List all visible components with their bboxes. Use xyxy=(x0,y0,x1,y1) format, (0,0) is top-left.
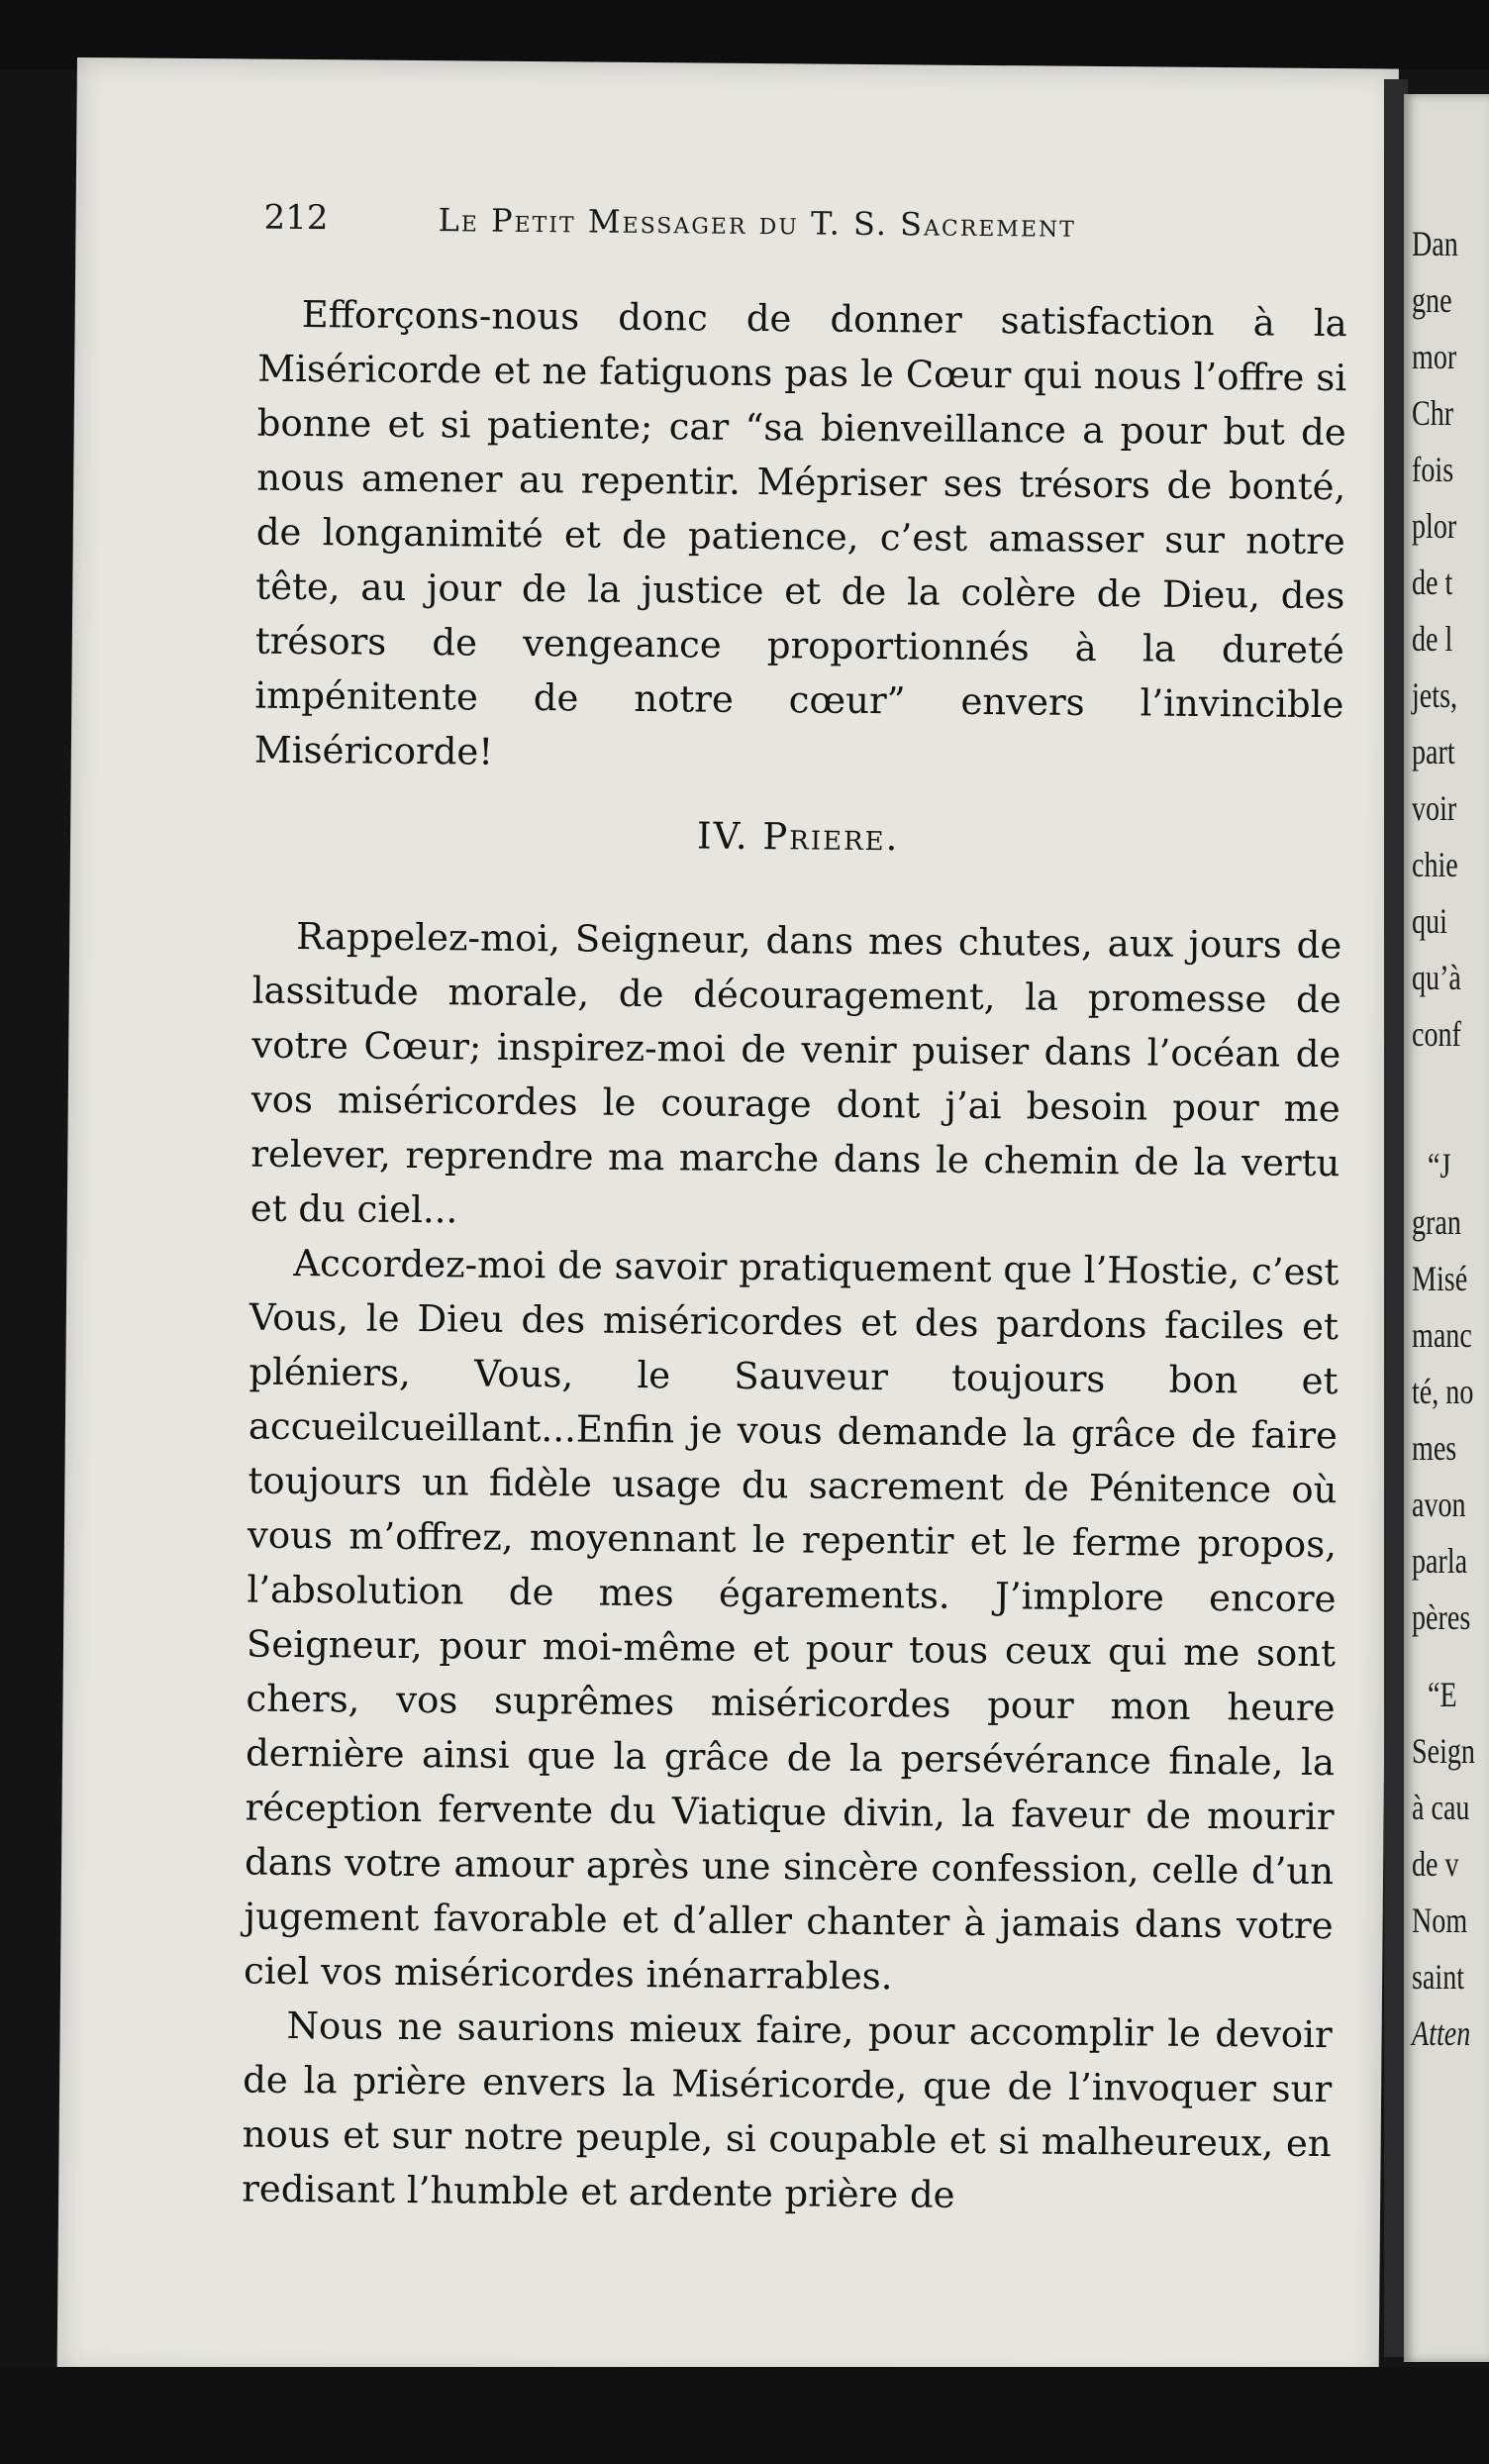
page-header xyxy=(263,197,1353,245)
adjacent-page-fragment: avon xyxy=(1412,1485,1466,1524)
section-heading-priere: IV. Priere. xyxy=(696,814,900,860)
adjacent-page-fragment: mor xyxy=(1412,337,1457,376)
adjacent-page-fragment: chie xyxy=(1412,845,1458,884)
adjacent-page-fragment: Misé xyxy=(1412,1259,1468,1298)
scan-bottom-edge xyxy=(0,2367,1489,2464)
adjacent-page-fragment: Chr xyxy=(1412,393,1454,433)
adjacent-page-fragment: conf xyxy=(1412,1014,1461,1054)
paragraph-accordez: Accordez-moi de savoir pratiquement que l’Hostie, c’est Vous, le Dieu des miséricordes et des pardons faciles et pléniers, Vous, le Sauveur toujours bon et accueilcueillant...Enfin je vous demande la grâce de faire toujours un fidèle usage du sacrement de Pénitence où vous m’offrez, moyennant le repentir et le ferme propos, l’absolution de mes égarements. J’implore encore Seigneur, pour moi-même et pour tous ceux qui me sont chers, vos suprêmes miséricordes pour mon heure dernière ainsi que la grâce de la persévérance finale, la réception fervente du Viatique divin, la faveur de mourir dans votre amour après une sincère confession, celle d’un jugement favorable et d’aller chanter à jamais dans votre ciel vos miséricordes inénarrables. xyxy=(243,1241,1340,1999)
page-body xyxy=(242,287,1347,2226)
adjacent-page-fragment: gran xyxy=(1412,1202,1461,1242)
paragraph-satisfaction: Efforçons-nous donc de donner satisfaction à la Miséricorde et ne fatiguons pas le Cœur qui nous l’offre si bonne et si patiente; car “sa bienveillance a pour but de nous amener au repentir. Mépriser ses trésors de bonté, de longanimité et de patience, c’est amasser sur notre tête, au jour de la justice et de la colère de Dieu, des trésors de vengeance proportionnés à la dureté impénitente de notre cœur” envers l’invincible Miséricorde! xyxy=(253,292,1347,773)
page-number: 212 xyxy=(263,197,329,239)
adjacent-page-fragment: plor xyxy=(1412,506,1457,546)
book-page-left xyxy=(57,57,1399,2387)
adjacent-page-fragment: mes xyxy=(1412,1428,1457,1468)
adjacent-page-fragment: jets, xyxy=(1412,675,1458,715)
adjacent-page-fragment: qu’à xyxy=(1412,958,1461,997)
adjacent-page-fragment: de v xyxy=(1412,1844,1459,1884)
adjacent-page-fragment: de t xyxy=(1412,563,1453,602)
adjacent-page-fragment: Nom xyxy=(1412,1900,1468,1940)
running-title: Le Petit Messager du T. S. Sacrement xyxy=(438,201,1077,245)
adjacent-page-fragment: Atten xyxy=(1412,2013,1471,2053)
paragraph-nous-ne-saurions: Nous ne saurions mieux faire, pour accomplir le devoir de la prière envers la Miséricorde, que de l’invoquer sur nous et sur notre peuple, si coupable et si malheureux, en redisant l’humble et ardente prière de xyxy=(242,2003,1333,2216)
adjacent-page-fragment: saint xyxy=(1412,1957,1465,1997)
adjacent-page-fragment: fois xyxy=(1412,450,1454,489)
adjacent-page-fragment: “E xyxy=(1428,1675,1457,1714)
paragraph-rappelez: Rappelez-moi, Seigneur, dans mes chutes, aux jours de lassitude morale, de découragement, la promesse de votre Cœur; inspirez-moi de venir puiser dans l’océan de vos miséricordes le courage dont j’ai besoin pour me relever, reprendre ma marche dans le chemin de la vertu et du ciel... xyxy=(249,914,1342,1232)
adjacent-page-fragment: pères xyxy=(1412,1597,1471,1637)
adjacent-page-fragment: té, no xyxy=(1412,1372,1474,1411)
adjacent-page-fragment: parla xyxy=(1412,1541,1468,1581)
adjacent-page-fragment: de l xyxy=(1412,619,1453,659)
adjacent-page-fragment: voir xyxy=(1412,788,1457,828)
adjacent-page-fragment: manc xyxy=(1412,1315,1472,1355)
adjacent-page-fragment: “J xyxy=(1428,1146,1451,1185)
book-page-right-sliver xyxy=(1404,94,1489,2362)
adjacent-page-fragment: qui xyxy=(1412,901,1447,941)
adjacent-page-fragment: Dan xyxy=(1412,224,1458,263)
adjacent-page-fragment: gne xyxy=(1412,280,1452,320)
adjacent-page-fragment: Seign xyxy=(1412,1731,1475,1771)
adjacent-page-fragment: à cau xyxy=(1412,1788,1470,1827)
adjacent-page-fragment: part xyxy=(1412,732,1455,771)
